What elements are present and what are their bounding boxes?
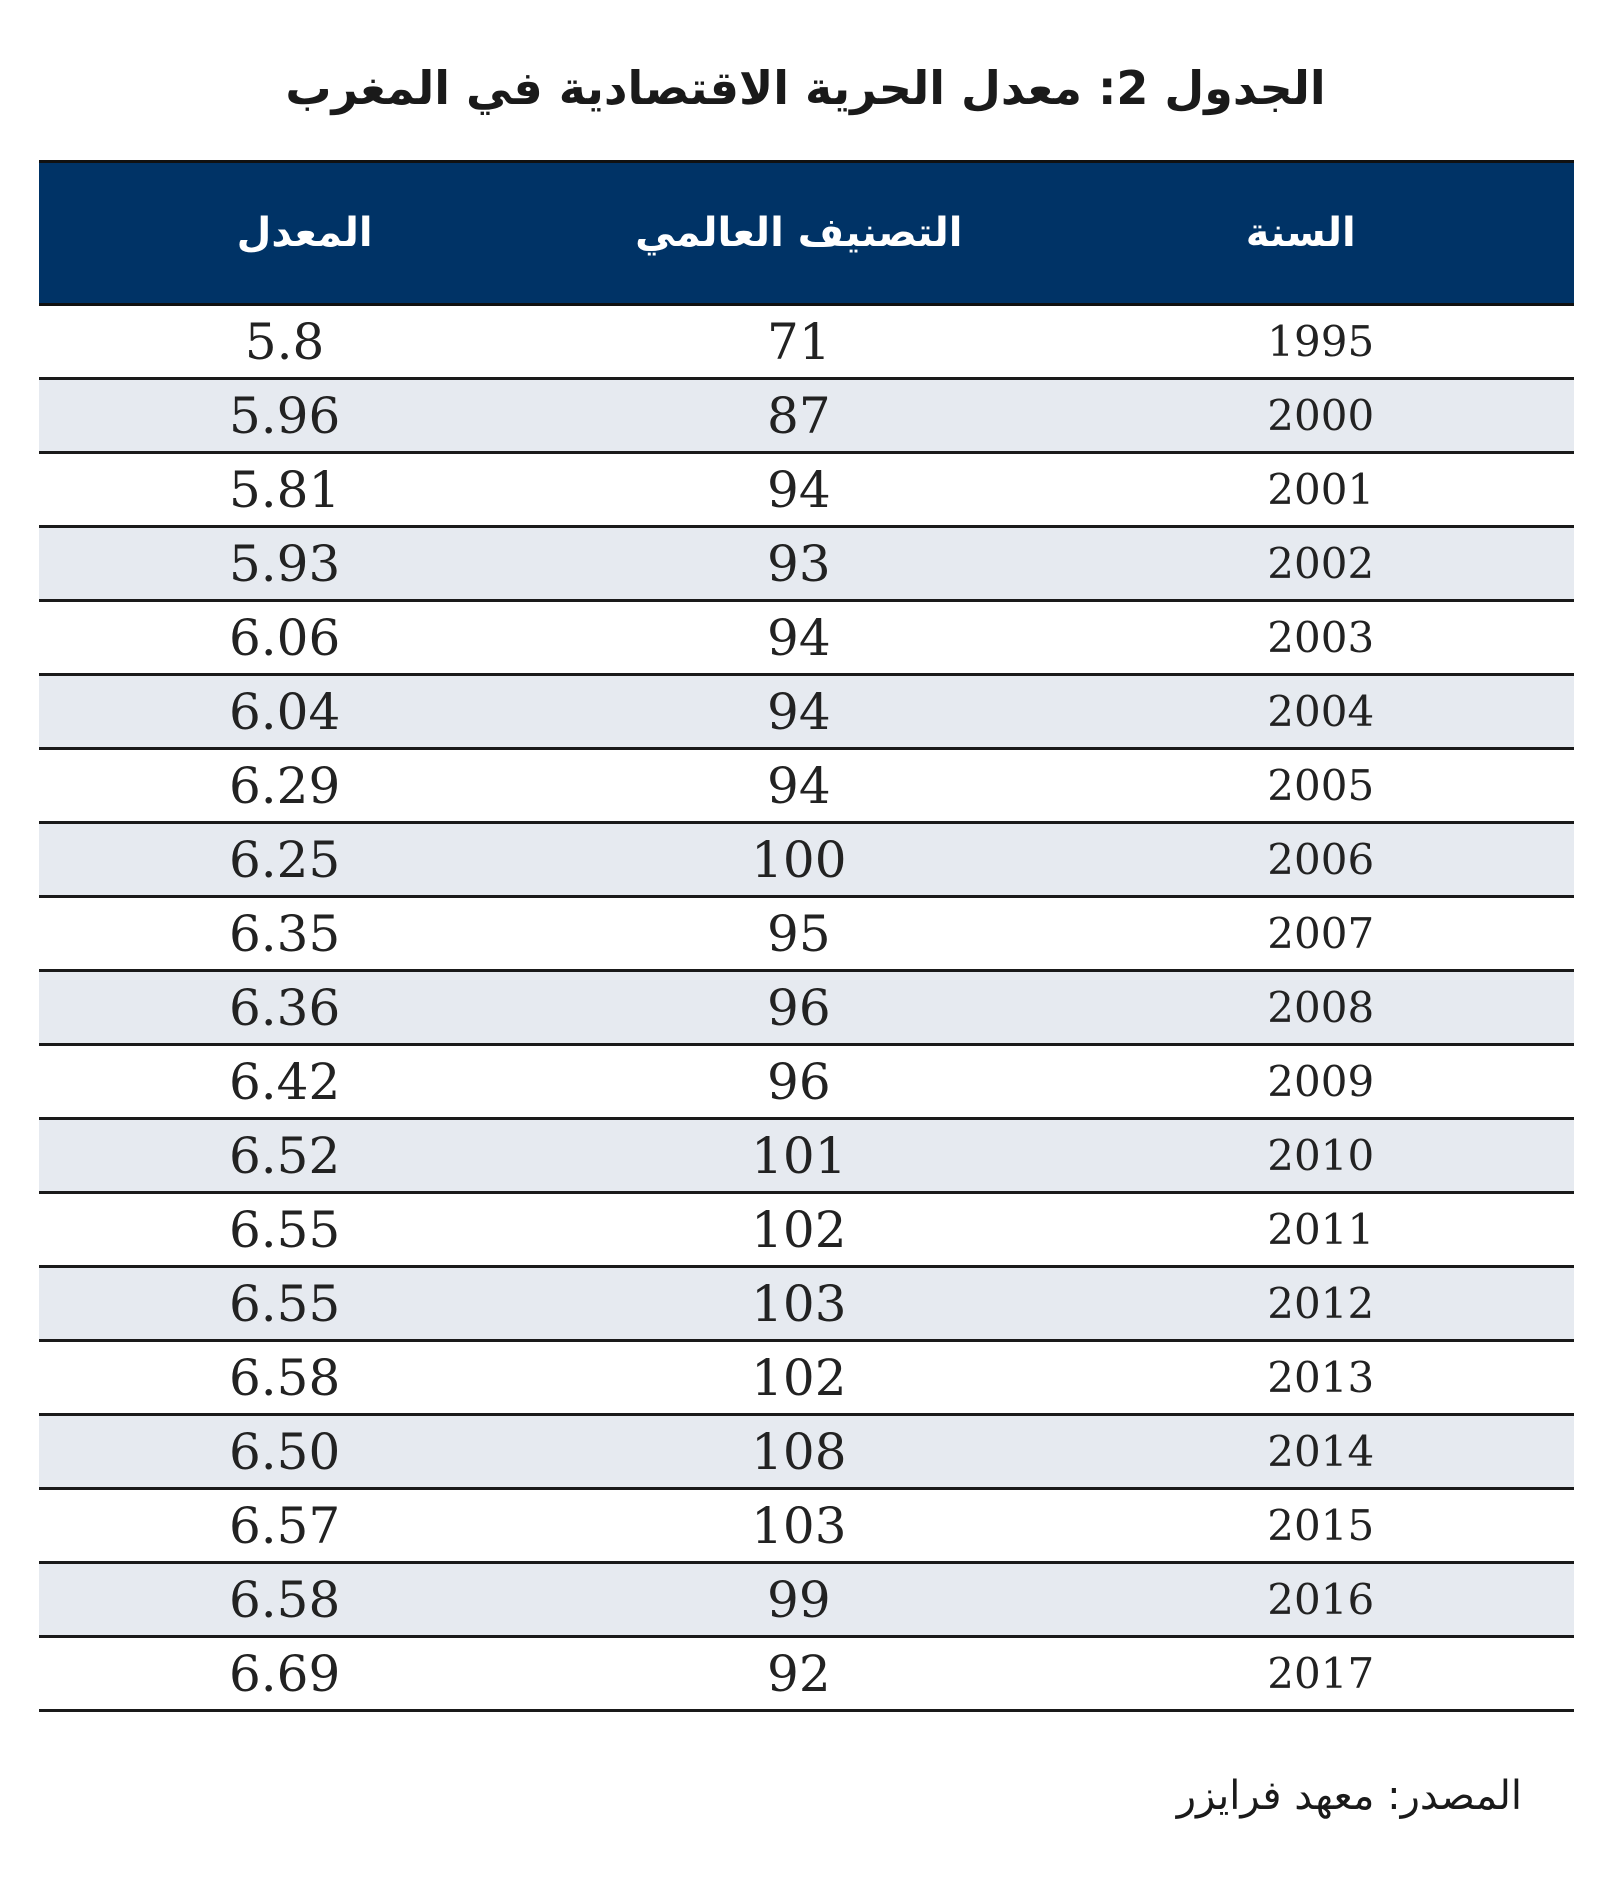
cell-score: 6.55 (39, 1267, 530, 1341)
cell-rank: 87 (530, 379, 1067, 453)
cell-year: 2017 (1067, 1637, 1574, 1711)
table-title: الجدول 2: معدل الحرية الاقتصادية في المغرب (285, 61, 1326, 115)
cell-score: 6.69 (39, 1637, 530, 1711)
cell-year: 2001 (1067, 453, 1574, 527)
cell-rank: 99 (530, 1563, 1067, 1637)
table-row (39, 527, 1574, 601)
cell-score: 6.52 (39, 1119, 530, 1193)
table-row (39, 1119, 1574, 1193)
cell-score: 5.8 (39, 305, 530, 379)
cell-score: 6.29 (39, 749, 530, 823)
table-row (39, 675, 1574, 749)
cell-year: 2012 (1067, 1267, 1574, 1341)
cell-rank: 102 (530, 1341, 1067, 1415)
cell-rank: 102 (530, 1193, 1067, 1267)
table-row (39, 1563, 1574, 1637)
cell-year: 2015 (1067, 1489, 1574, 1563)
table-row (39, 1637, 1574, 1711)
cell-rank: 96 (530, 971, 1067, 1045)
cell-year: 2004 (1067, 675, 1574, 749)
data-table-container (39, 160, 1574, 1712)
cell-rank: 103 (530, 1267, 1067, 1341)
table-body (39, 305, 1574, 1711)
cell-score: 6.58 (39, 1563, 530, 1637)
table-row (39, 1489, 1574, 1563)
cell-score: 5.93 (39, 527, 530, 601)
cell-rank: 71 (530, 305, 1067, 379)
header-row (39, 162, 1574, 305)
header-year: السنة (1067, 162, 1574, 305)
cell-score: 5.81 (39, 453, 530, 527)
header-rank: التصنيف العالمي (530, 162, 1067, 305)
table-row (39, 749, 1574, 823)
cell-year: 2005 (1067, 749, 1574, 823)
cell-rank: 101 (530, 1119, 1067, 1193)
cell-year: 2008 (1067, 971, 1574, 1045)
table-row (39, 897, 1574, 971)
cell-score: 5.96 (39, 379, 530, 453)
cell-score: 6.06 (39, 601, 530, 675)
economic-freedom-table (39, 160, 1574, 1712)
cell-score: 6.57 (39, 1489, 530, 1563)
table-row (39, 1193, 1574, 1267)
header-score: المعدل (39, 162, 530, 305)
cell-score: 6.58 (39, 1341, 530, 1415)
cell-year: 2009 (1067, 1045, 1574, 1119)
cell-rank: 94 (530, 601, 1067, 675)
table-row (39, 1045, 1574, 1119)
table-row (39, 1341, 1574, 1415)
cell-score: 6.36 (39, 971, 530, 1045)
cell-year: 2016 (1067, 1563, 1574, 1637)
cell-rank: 94 (530, 749, 1067, 823)
table-row (39, 453, 1574, 527)
table-row (39, 379, 1574, 453)
cell-rank: 100 (530, 823, 1067, 897)
cell-year: 2010 (1067, 1119, 1574, 1193)
cell-rank: 94 (530, 453, 1067, 527)
cell-year: 2013 (1067, 1341, 1574, 1415)
table-row (39, 601, 1574, 675)
cell-year: 1995 (1067, 305, 1574, 379)
cell-rank: 95 (530, 897, 1067, 971)
cell-score: 6.04 (39, 675, 530, 749)
cell-rank: 93 (530, 527, 1067, 601)
cell-score: 6.35 (39, 897, 530, 971)
cell-year: 2011 (1067, 1193, 1574, 1267)
cell-rank: 108 (530, 1415, 1067, 1489)
cell-rank: 103 (530, 1489, 1067, 1563)
table-row (39, 823, 1574, 897)
cell-year: 2007 (1067, 897, 1574, 971)
cell-year: 2006 (1067, 823, 1574, 897)
cell-year: 2003 (1067, 601, 1574, 675)
cell-score: 6.42 (39, 1045, 530, 1119)
table-row (39, 1415, 1574, 1489)
cell-score: 6.50 (39, 1415, 530, 1489)
cell-year: 2002 (1067, 527, 1574, 601)
source-note: المصدر: معهد فرايزر (1176, 1773, 1522, 1819)
cell-rank: 94 (530, 675, 1067, 749)
cell-score: 6.25 (39, 823, 530, 897)
table-row (39, 1267, 1574, 1341)
cell-rank: 92 (530, 1637, 1067, 1711)
cell-year: 2000 (1067, 379, 1574, 453)
table-row (39, 305, 1574, 379)
table-row (39, 971, 1574, 1045)
cell-year: 2014 (1067, 1415, 1574, 1489)
cell-score: 6.55 (39, 1193, 530, 1267)
table-header (39, 162, 1574, 305)
cell-rank: 96 (530, 1045, 1067, 1119)
